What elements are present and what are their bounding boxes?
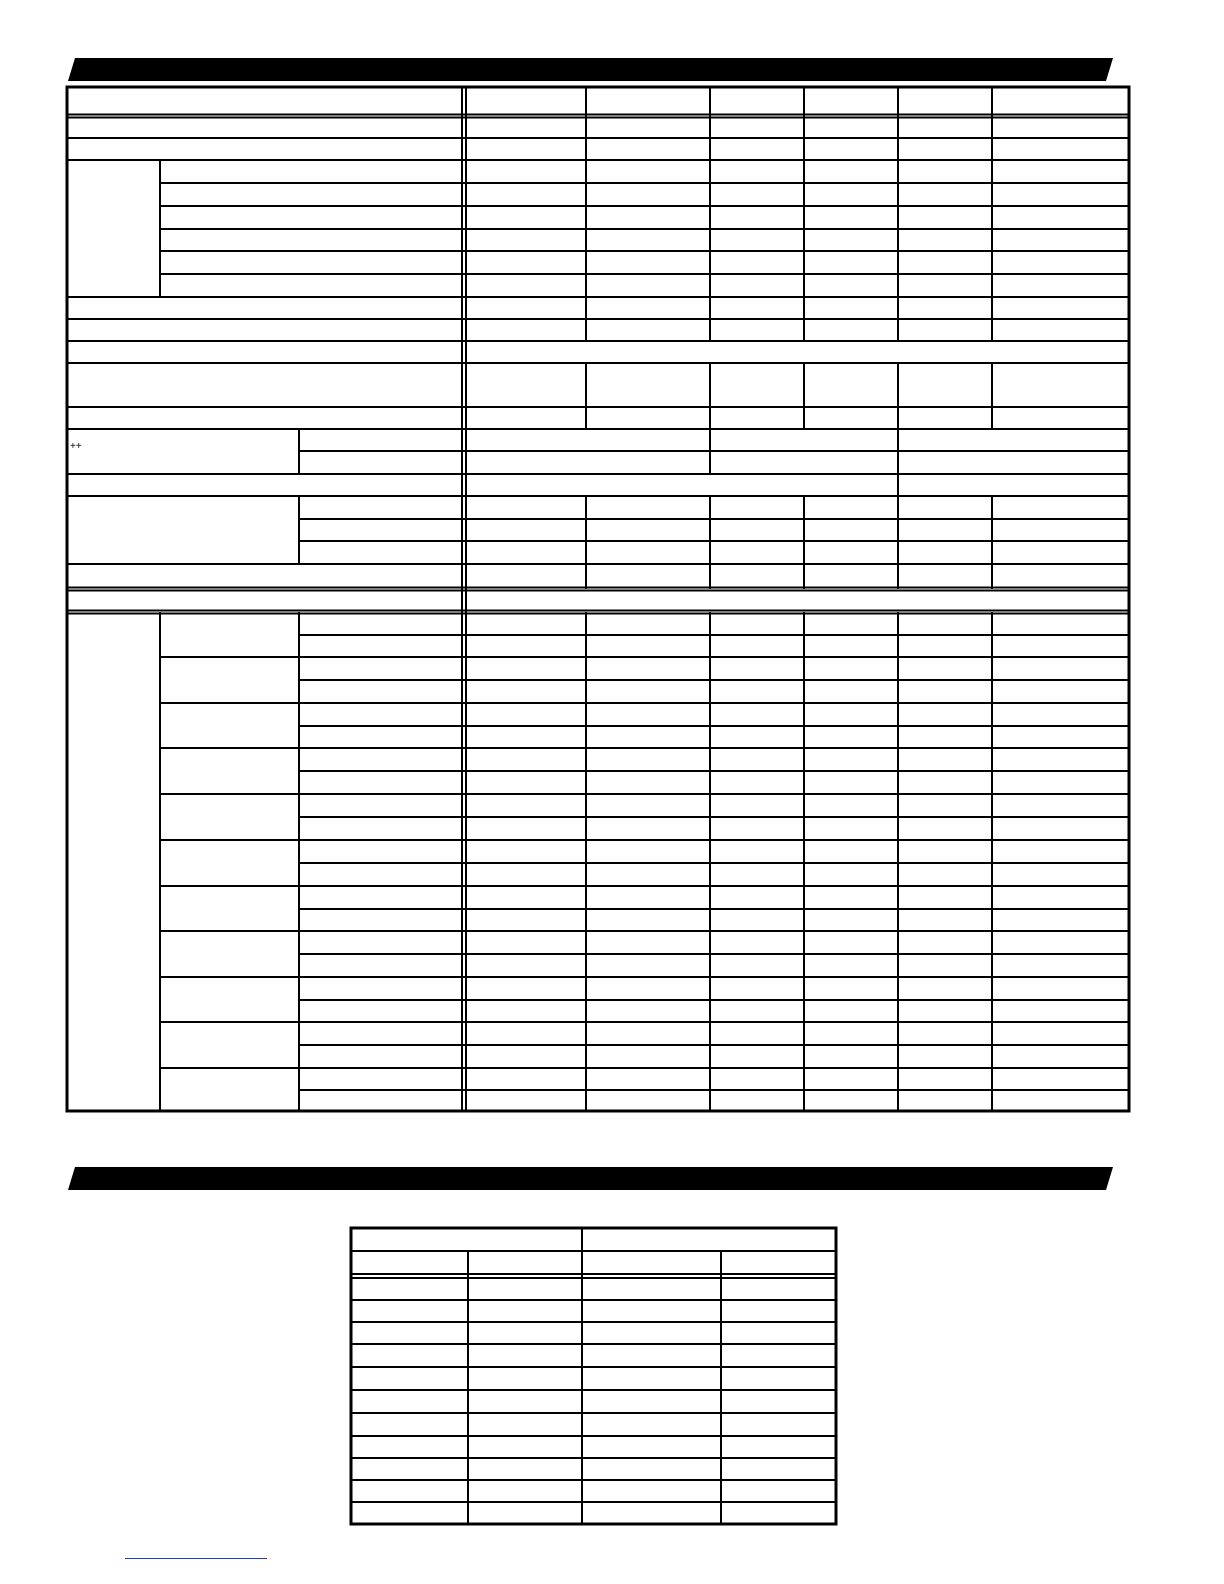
footer-link-underline[interactable] [125, 1558, 267, 1559]
specifications-table-border [67, 87, 1129, 1111]
footnote-marker: ++ [70, 441, 82, 452]
specifications-table [67, 87, 1129, 1111]
section-header-bar-specifications [68, 58, 1113, 81]
section-header-bar-second [68, 1167, 1113, 1190]
secondary-table [351, 1228, 836, 1524]
